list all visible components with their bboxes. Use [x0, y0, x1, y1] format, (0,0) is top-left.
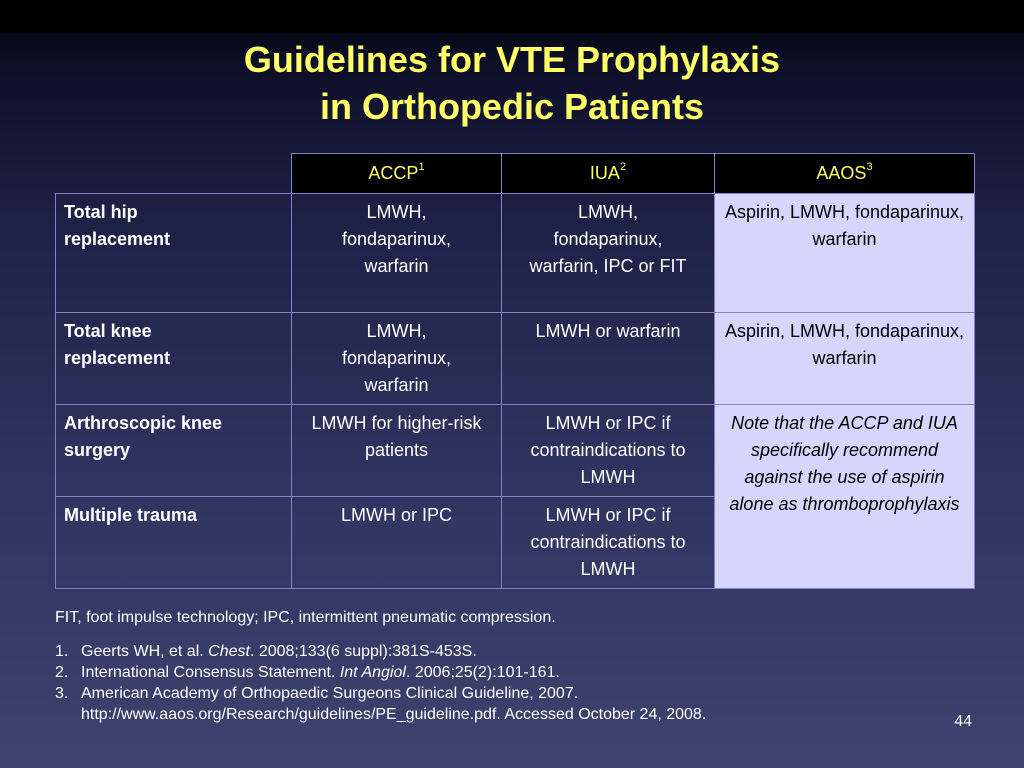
- header-iua: [502, 154, 715, 194]
- row-label-arthroscopic: Arthroscopic knee surgery: [56, 405, 292, 497]
- row-label-hip: Total hip replacement: [56, 194, 292, 313]
- reference-item: [55, 683, 935, 725]
- reference-number: 1.: [55, 643, 69, 660]
- references-list: [55, 641, 935, 725]
- reference-text: Geerts WH, et al.: [81, 643, 209, 660]
- note-cell: Note that the ACCP and IUA specifically recommend against the use of aspirin alone as thromboprophylaxis: [715, 405, 975, 589]
- reference-item: [55, 641, 935, 662]
- header-aaos-ref: 3: [866, 161, 873, 173]
- table-row-knee: [56, 313, 975, 405]
- abbreviation-footnote: FIT, foot impulse technology; IPC, intermittent pneumatic compression.: [55, 609, 556, 626]
- cell-knee-iua: LMWH or warfarin: [502, 313, 715, 405]
- header-accp-label: ACCP: [368, 163, 419, 183]
- reference-number: 3.: [55, 685, 69, 702]
- guidelines-table: [55, 153, 975, 589]
- header-accp: [292, 154, 502, 194]
- table-row-arthroscopic: [56, 405, 975, 497]
- reference-journal: Chest: [208, 643, 250, 660]
- row-label-trauma: Multiple trauma: [56, 497, 292, 589]
- cell-arthroscopic-iua: LMWH or IPC if contraindications to LMWH: [502, 405, 715, 497]
- reference-details: . 2006;25(2):101-161.: [405, 664, 560, 681]
- slide-title: [0, 36, 1024, 130]
- top-black-bar: [0, 0, 1024, 33]
- header-aaos-label: AAOS: [816, 163, 867, 183]
- reference-text: International Consensus Statement.: [81, 664, 340, 681]
- header-row: [56, 154, 975, 194]
- reference-details: . 2008;133(6 suppl):381S-453S.: [249, 643, 477, 660]
- reference-journal: Int Angiol: [339, 664, 406, 681]
- cell-trauma-accp: LMWH or IPC: [292, 497, 502, 589]
- reference-text: American Academy of Orthopaedic Surgeons Clinical Guideline, 2007.: [81, 685, 579, 702]
- cell-hip-accp: LMWH, fondaparinux, warfarin: [292, 194, 502, 313]
- header-iua-label: IUA: [589, 163, 620, 183]
- table-row-hip: [56, 194, 975, 313]
- cell-arthroscopic-accp: LMWH for higher-risk patients: [292, 405, 502, 497]
- cell-knee-aaos: Aspirin, LMWH, fondaparinux, warfarin: [715, 313, 975, 405]
- cell-hip-iua: LMWH, fondaparinux, warfarin, IPC or FIT: [502, 194, 715, 313]
- reference-item: [55, 662, 935, 683]
- header-iua-ref: 2: [619, 161, 627, 173]
- empty-corner-cell: [56, 154, 292, 194]
- reference-url[interactable]: http://www.aaos.org/Research/guidelines/PE_guideline.pdf. Accessed October 24, 2008.: [81, 706, 707, 723]
- header-accp-ref: 1: [418, 161, 425, 173]
- reference-number: 2.: [55, 664, 69, 681]
- header-aaos: [715, 154, 975, 194]
- title-line-1: Guidelines for VTE Prophylaxis: [243, 39, 781, 80]
- page-number: 44: [954, 713, 972, 730]
- row-label-knee: Total knee replacement: [56, 313, 292, 405]
- cell-hip-aaos: Aspirin, LMWH, fondaparinux, warfarin: [715, 194, 975, 313]
- title-line-2: in Orthopedic Patients: [319, 86, 705, 127]
- cell-knee-accp: LMWH, fondaparinux, warfarin: [292, 313, 502, 405]
- cell-trauma-iua: LMWH or IPC if contraindications to LMWH: [502, 497, 715, 589]
